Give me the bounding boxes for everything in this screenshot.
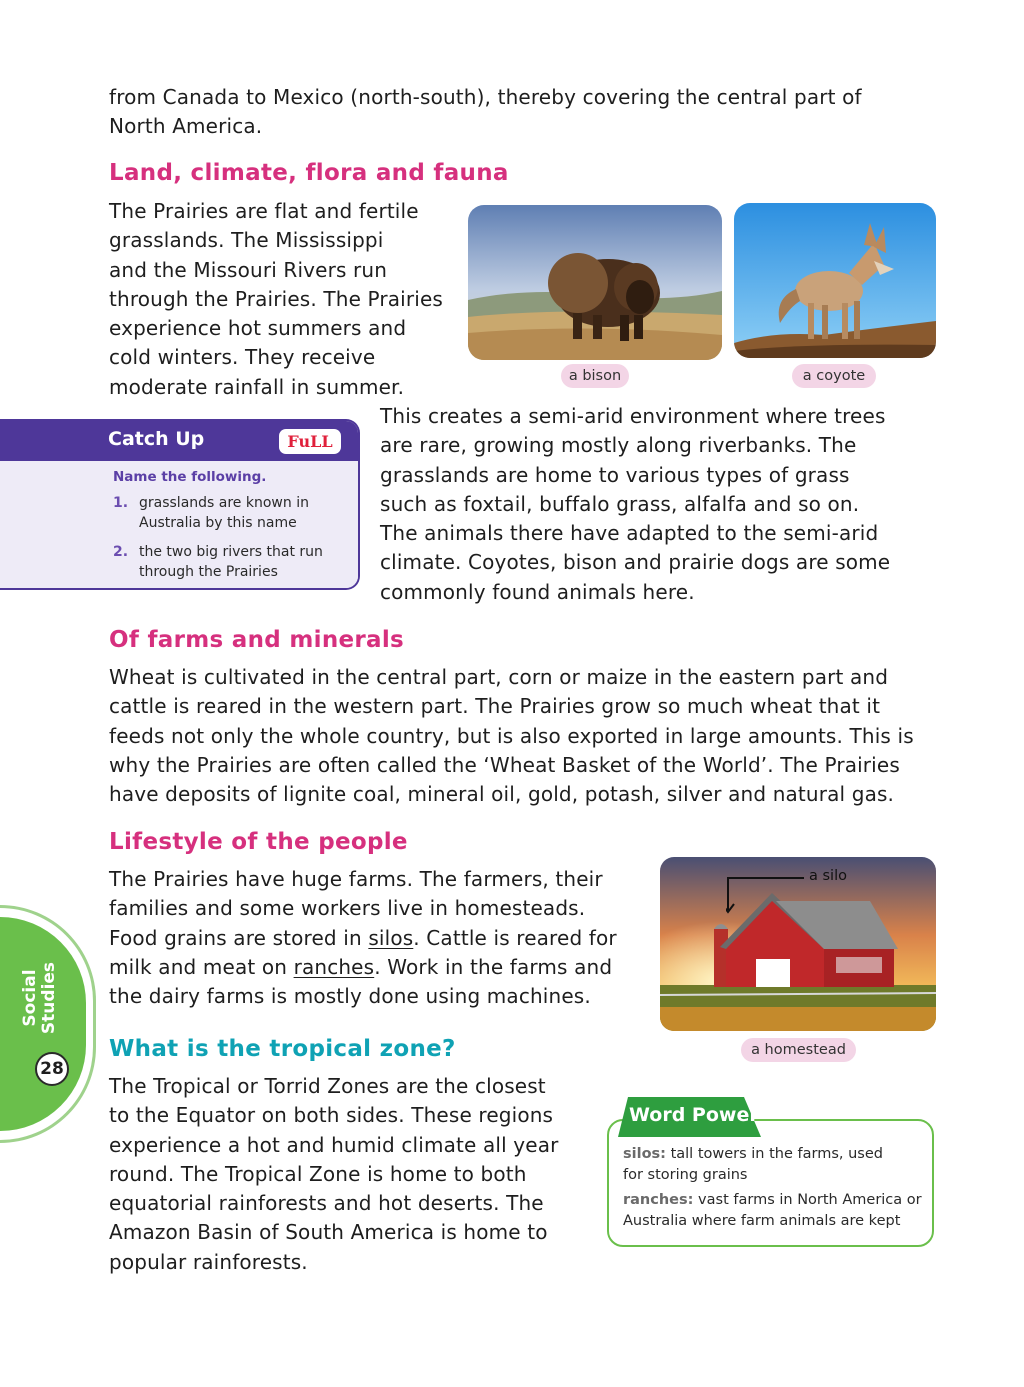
full-badge: FuLL (279, 429, 341, 454)
text-fragment: . Cattle is reared for (413, 925, 617, 950)
text-line: experience hot summers and (109, 316, 407, 341)
ranches-term: ranches (293, 954, 375, 979)
text-line: grasslands are home to various types of grass (380, 462, 850, 487)
text-line: round. The Tropical Zone is home to both (109, 1161, 527, 1186)
land-paragraph-right (380, 402, 890, 607)
text-line: and the Missouri Rivers run (109, 257, 388, 282)
text-fragment: Food grains are stored in (109, 925, 369, 950)
text-line: North America. (109, 114, 263, 139)
text-fragment: . Work in the farms and (374, 954, 613, 979)
text-line: have deposits of lignite coal, mineral oil, gold, potash, silver and natural gas. (109, 782, 895, 807)
page-number: 28 (35, 1052, 69, 1086)
item-line: grasslands are known in (139, 495, 309, 511)
item-text (139, 493, 309, 533)
homestead-caption: a homestead (741, 1038, 856, 1062)
catch-up-item (113, 542, 353, 582)
item-line: the two big rivers that run (139, 544, 323, 560)
text-line (109, 924, 617, 953)
bison-caption: a bison (561, 364, 629, 388)
text-line: The Tropical or Torrid Zones are the closest (109, 1074, 546, 1098)
catch-up-body (0, 461, 358, 590)
item-number: 1. (113, 495, 129, 511)
glossary-entry-silos (623, 1144, 883, 1185)
heading-land-climate: Land, climate, flora and fauna (109, 160, 509, 186)
text-line: why the Prairies are often called the ‘Wheat Basket of the World’. The Prairies (109, 752, 900, 777)
text-line: feeds not only the whole country, but is also exported in large amounts. This is (109, 723, 914, 748)
silos-term: silos (368, 925, 414, 950)
catch-up-header (0, 421, 358, 461)
text-line: experience a hot and humid climate all year (109, 1132, 559, 1157)
text-line: from Canada to Mexico (north-south), thereby covering the central part of (109, 85, 862, 109)
item-text (139, 542, 323, 582)
text-line: The animals there have adapted to the semi-arid (380, 521, 879, 546)
text-line: grasslands. The Mississippi (109, 228, 384, 253)
text-fragment: milk and meat on (109, 954, 294, 979)
intro-paragraph (109, 83, 862, 142)
text-line: cold winters. They receive (109, 345, 376, 370)
land-paragraph-left (109, 197, 443, 402)
text-line: through the Prairies. The Prairies (109, 286, 443, 311)
catch-up-box (0, 419, 360, 590)
item-line: Australia by this name (139, 515, 297, 531)
text-line: such as foxtail, buffalo grass, alfalfa and so on. (380, 491, 860, 516)
text-line: cattle is reared in the western part. The Prairies grow so much wheat that it (109, 694, 881, 719)
glossary-term: silos: (623, 1146, 666, 1162)
farms-paragraph (109, 663, 914, 809)
silo-label: a silo (809, 868, 847, 884)
subject-label-line: Studies (39, 961, 59, 1035)
text-line: popular rainforests. (109, 1249, 308, 1274)
tropical-paragraph (109, 1072, 559, 1277)
text-line: climate. Coyotes, bison and prairie dogs are some (380, 550, 891, 575)
heading-tropical-zone: What is the tropical zone? (109, 1036, 456, 1062)
text-line: to the Equator on both sides. These regions (109, 1103, 554, 1128)
glossary-definition: vast farms in North America or (693, 1192, 922, 1208)
text-line: equatorial rainforests and hot deserts. The (109, 1191, 544, 1216)
glossary-entry-ranches (623, 1190, 922, 1231)
glossary-line: Australia where farm animals are kept (623, 1212, 901, 1229)
catch-up-title: Catch Up (108, 428, 205, 450)
text-line: Amazon Basin of South America is home to (109, 1220, 548, 1245)
text-line: families and some workers live in homesteads. (109, 896, 586, 921)
text-line: Wheat is cultivated in the central part, corn or maize in the eastern part and (109, 665, 889, 689)
text-line: This creates a semi-arid environment where trees (380, 404, 886, 428)
catch-up-item (113, 493, 353, 533)
glossary-line (623, 1190, 922, 1211)
glossary-line: for storing grains (623, 1166, 748, 1183)
glossary-term: ranches: (623, 1192, 694, 1208)
silo-callout-arrow (726, 876, 806, 916)
bison-photo (468, 205, 722, 360)
text-line: are rare, growing mostly along riverbanks. The (380, 433, 857, 458)
text-line: the dairy farms is mostly done using machines. (109, 984, 591, 1009)
item-line: through the Prairies (139, 564, 278, 580)
heading-farms-minerals: Of farms and minerals (109, 627, 405, 653)
catch-up-prompt: Name the following. (113, 469, 267, 485)
coyote-photo (734, 203, 936, 358)
coyote-caption: a coyote (792, 364, 876, 388)
text-line: The Prairies have huge farms. The farmers, their (109, 867, 603, 891)
text-line: The Prairies are flat and fertile (109, 199, 419, 223)
word-power-title: Word Power (629, 1104, 759, 1126)
item-number: 2. (113, 544, 129, 560)
text-line: commonly found animals here. (380, 579, 695, 604)
text-line: moderate rainfall in summer. (109, 374, 405, 399)
subject-label-line: Social (20, 969, 40, 1027)
subject-label (21, 962, 59, 1034)
heading-lifestyle: Lifestyle of the people (109, 829, 408, 855)
lifestyle-paragraph (109, 865, 617, 1011)
text-line (109, 953, 617, 982)
glossary-line (623, 1144, 883, 1165)
glossary-definition: tall towers in the farms, used (665, 1146, 883, 1162)
